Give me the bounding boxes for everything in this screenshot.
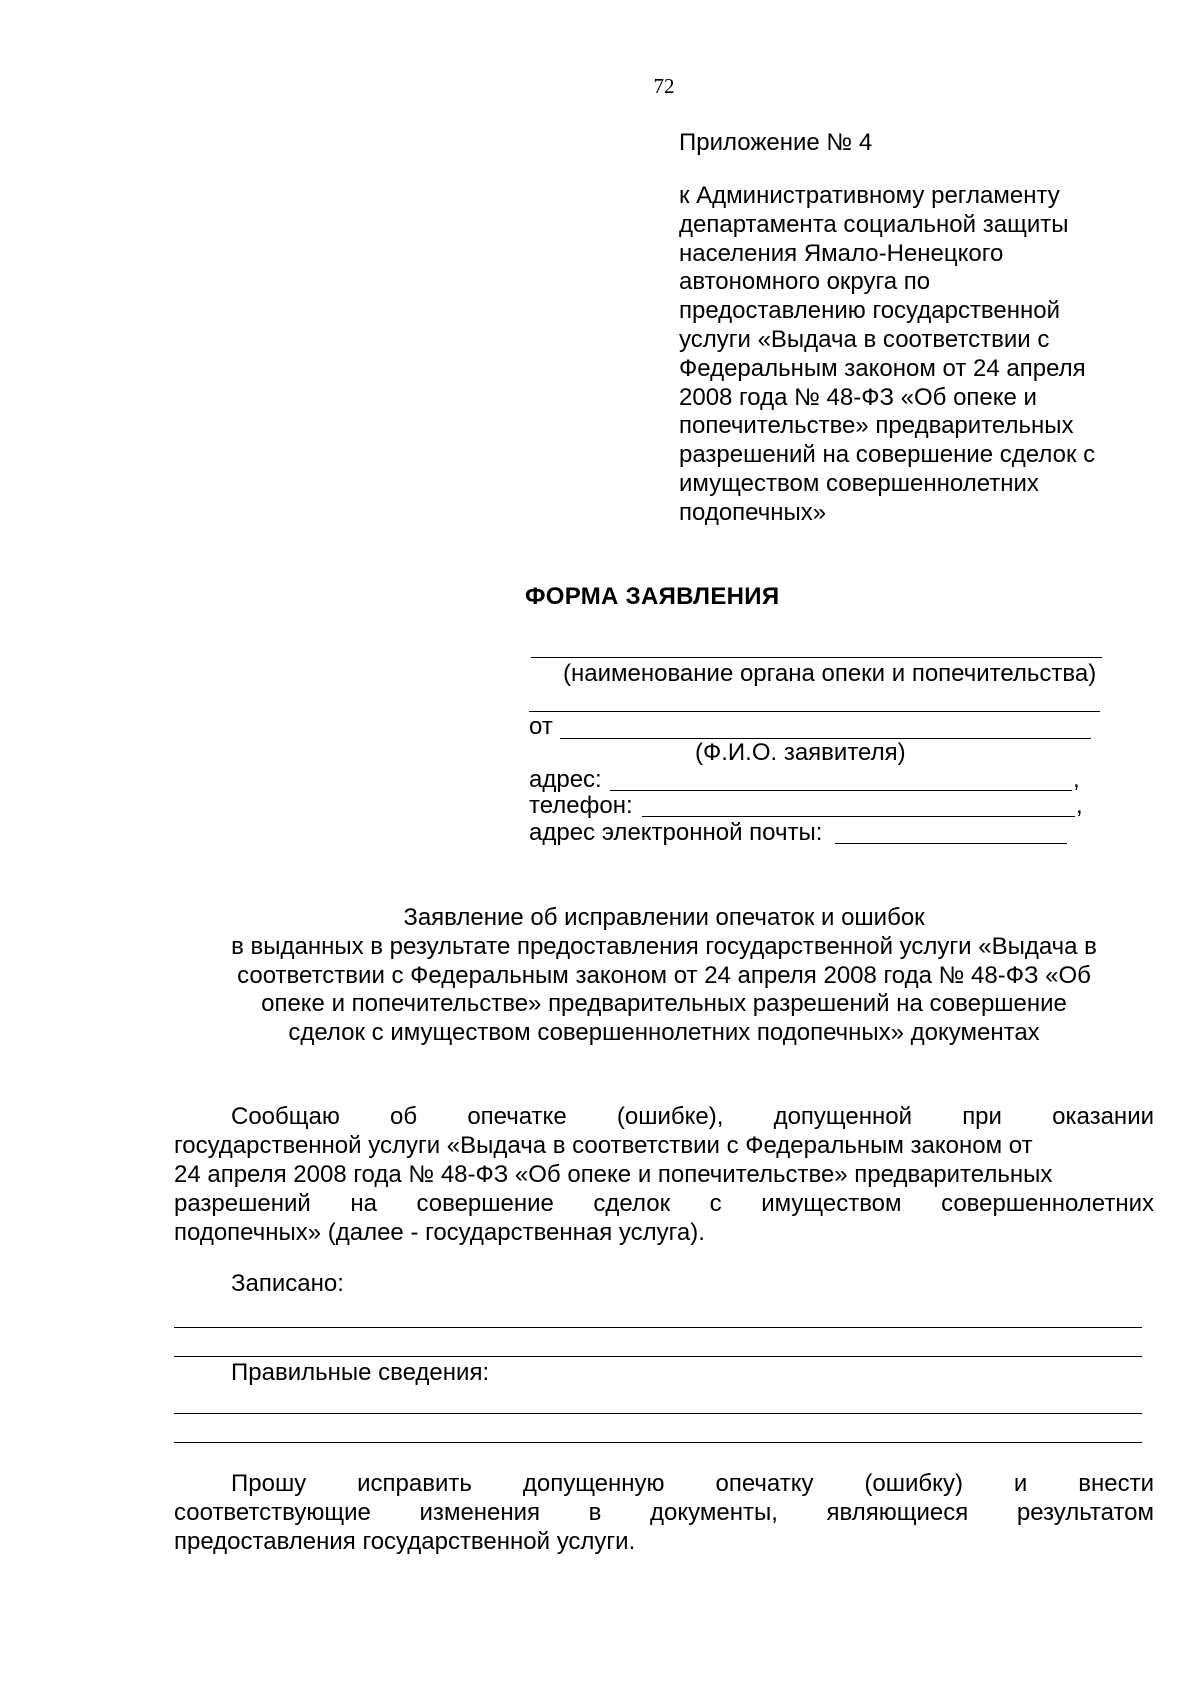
phone-blank-line[interactable] <box>642 816 1075 817</box>
written-label: Записано: <box>231 1270 344 1297</box>
from-label: от <box>529 713 553 740</box>
appendix-line: автономного округа по <box>679 268 931 296</box>
address-comma: , <box>1073 766 1080 793</box>
appendix-body <box>679 182 1179 528</box>
appendix-line: подопечных» <box>679 498 827 526</box>
form-title: ФОРМА ЗАЯВЛЕНИЯ <box>525 583 780 610</box>
appendix-line: Федеральным законом от 24 апреля <box>679 354 1086 382</box>
paragraph1-line: подопечных» (далее - государственная услуга). <box>174 1219 705 1246</box>
statement-title-line: сделок с имуществом совершеннолетних подопечных» документах <box>288 1019 1040 1047</box>
paragraph2-line: Прошу исправить допущенную опечатку (ошибку) и внести <box>231 1470 1154 1497</box>
statement-title-line: опеке и попечительстве» предварительных разрешений на совершение <box>261 990 1067 1018</box>
authority-blank-line[interactable] <box>531 657 1102 658</box>
fio-caption: (Ф.И.О. заявителя) <box>695 739 906 766</box>
appendix-line: попечительстве» предварительных <box>679 412 1074 440</box>
phone-comma: , <box>1076 792 1083 819</box>
paragraph2-line: предоставления государственной услуги. <box>174 1528 636 1555</box>
statement-title-line: Заявление об исправлении опечаток и ошибок <box>403 904 925 931</box>
appendix-line: предоставлению государственной <box>679 297 1061 325</box>
paragraph1-line: Сообщаю об опечатке (ошибке), допущенной при оказании <box>231 1103 1154 1130</box>
statement-title-line: в выданных в результате предоставления государственной услуги «Выдача в <box>231 932 1097 960</box>
written-blank-line[interactable] <box>174 1356 1142 1357</box>
paragraph1-line: государственной услуги «Выдача в соответствии с Федеральным законом от <box>174 1132 1033 1159</box>
statement-title <box>150 904 1178 1048</box>
correct-label: Правильные сведения: <box>231 1359 490 1386</box>
email-label: адрес электронной почты: <box>529 819 823 846</box>
appendix-line: населения Ямало-Ненецкого <box>679 239 1004 267</box>
appendix-line: имуществом совершеннолетних <box>679 469 1039 497</box>
correct-blank-line[interactable] <box>174 1413 1142 1414</box>
authority-caption: (наименование органа опеки и попечительства) <box>563 660 1097 687</box>
appendix-line: разрешений на совершение сделок с <box>679 441 1096 469</box>
appendix-line: к Административному регламенту <box>679 182 1060 209</box>
paragraph1-line: разрешений на совершение сделок с имуществом совершеннолетних <box>174 1190 1154 1217</box>
appendix-title: Приложение № 4 <box>679 129 873 156</box>
phone-label: телефон: <box>529 792 633 819</box>
appendix-line: услуги «Выдача в соответствии с <box>679 325 1050 353</box>
paragraph2-line: соответствующие изменения в документы, являющиеся результатом <box>174 1499 1154 1526</box>
page-number: 72 <box>653 74 675 98</box>
appendix-line: департамента социальной защиты <box>679 210 1069 238</box>
address-blank-line[interactable] <box>610 790 1072 791</box>
email-blank-line[interactable] <box>835 843 1067 844</box>
written-blank-line[interactable] <box>174 1327 1142 1328</box>
correct-blank-line[interactable] <box>174 1442 1142 1443</box>
authority-blank-line-2[interactable] <box>529 711 1100 712</box>
statement-title-line: соответствии с Федеральным законом от 24 апреля 2008 года № 48-ФЗ «Об <box>237 961 1091 989</box>
paragraph1-line: 24 апреля 2008 года № 48-ФЗ «Об опеке и попечительстве» предварительных <box>174 1161 1053 1188</box>
appendix-line: 2008 года № 48-ФЗ «Об опеке и <box>679 383 1037 411</box>
address-label: адрес: <box>529 766 602 793</box>
